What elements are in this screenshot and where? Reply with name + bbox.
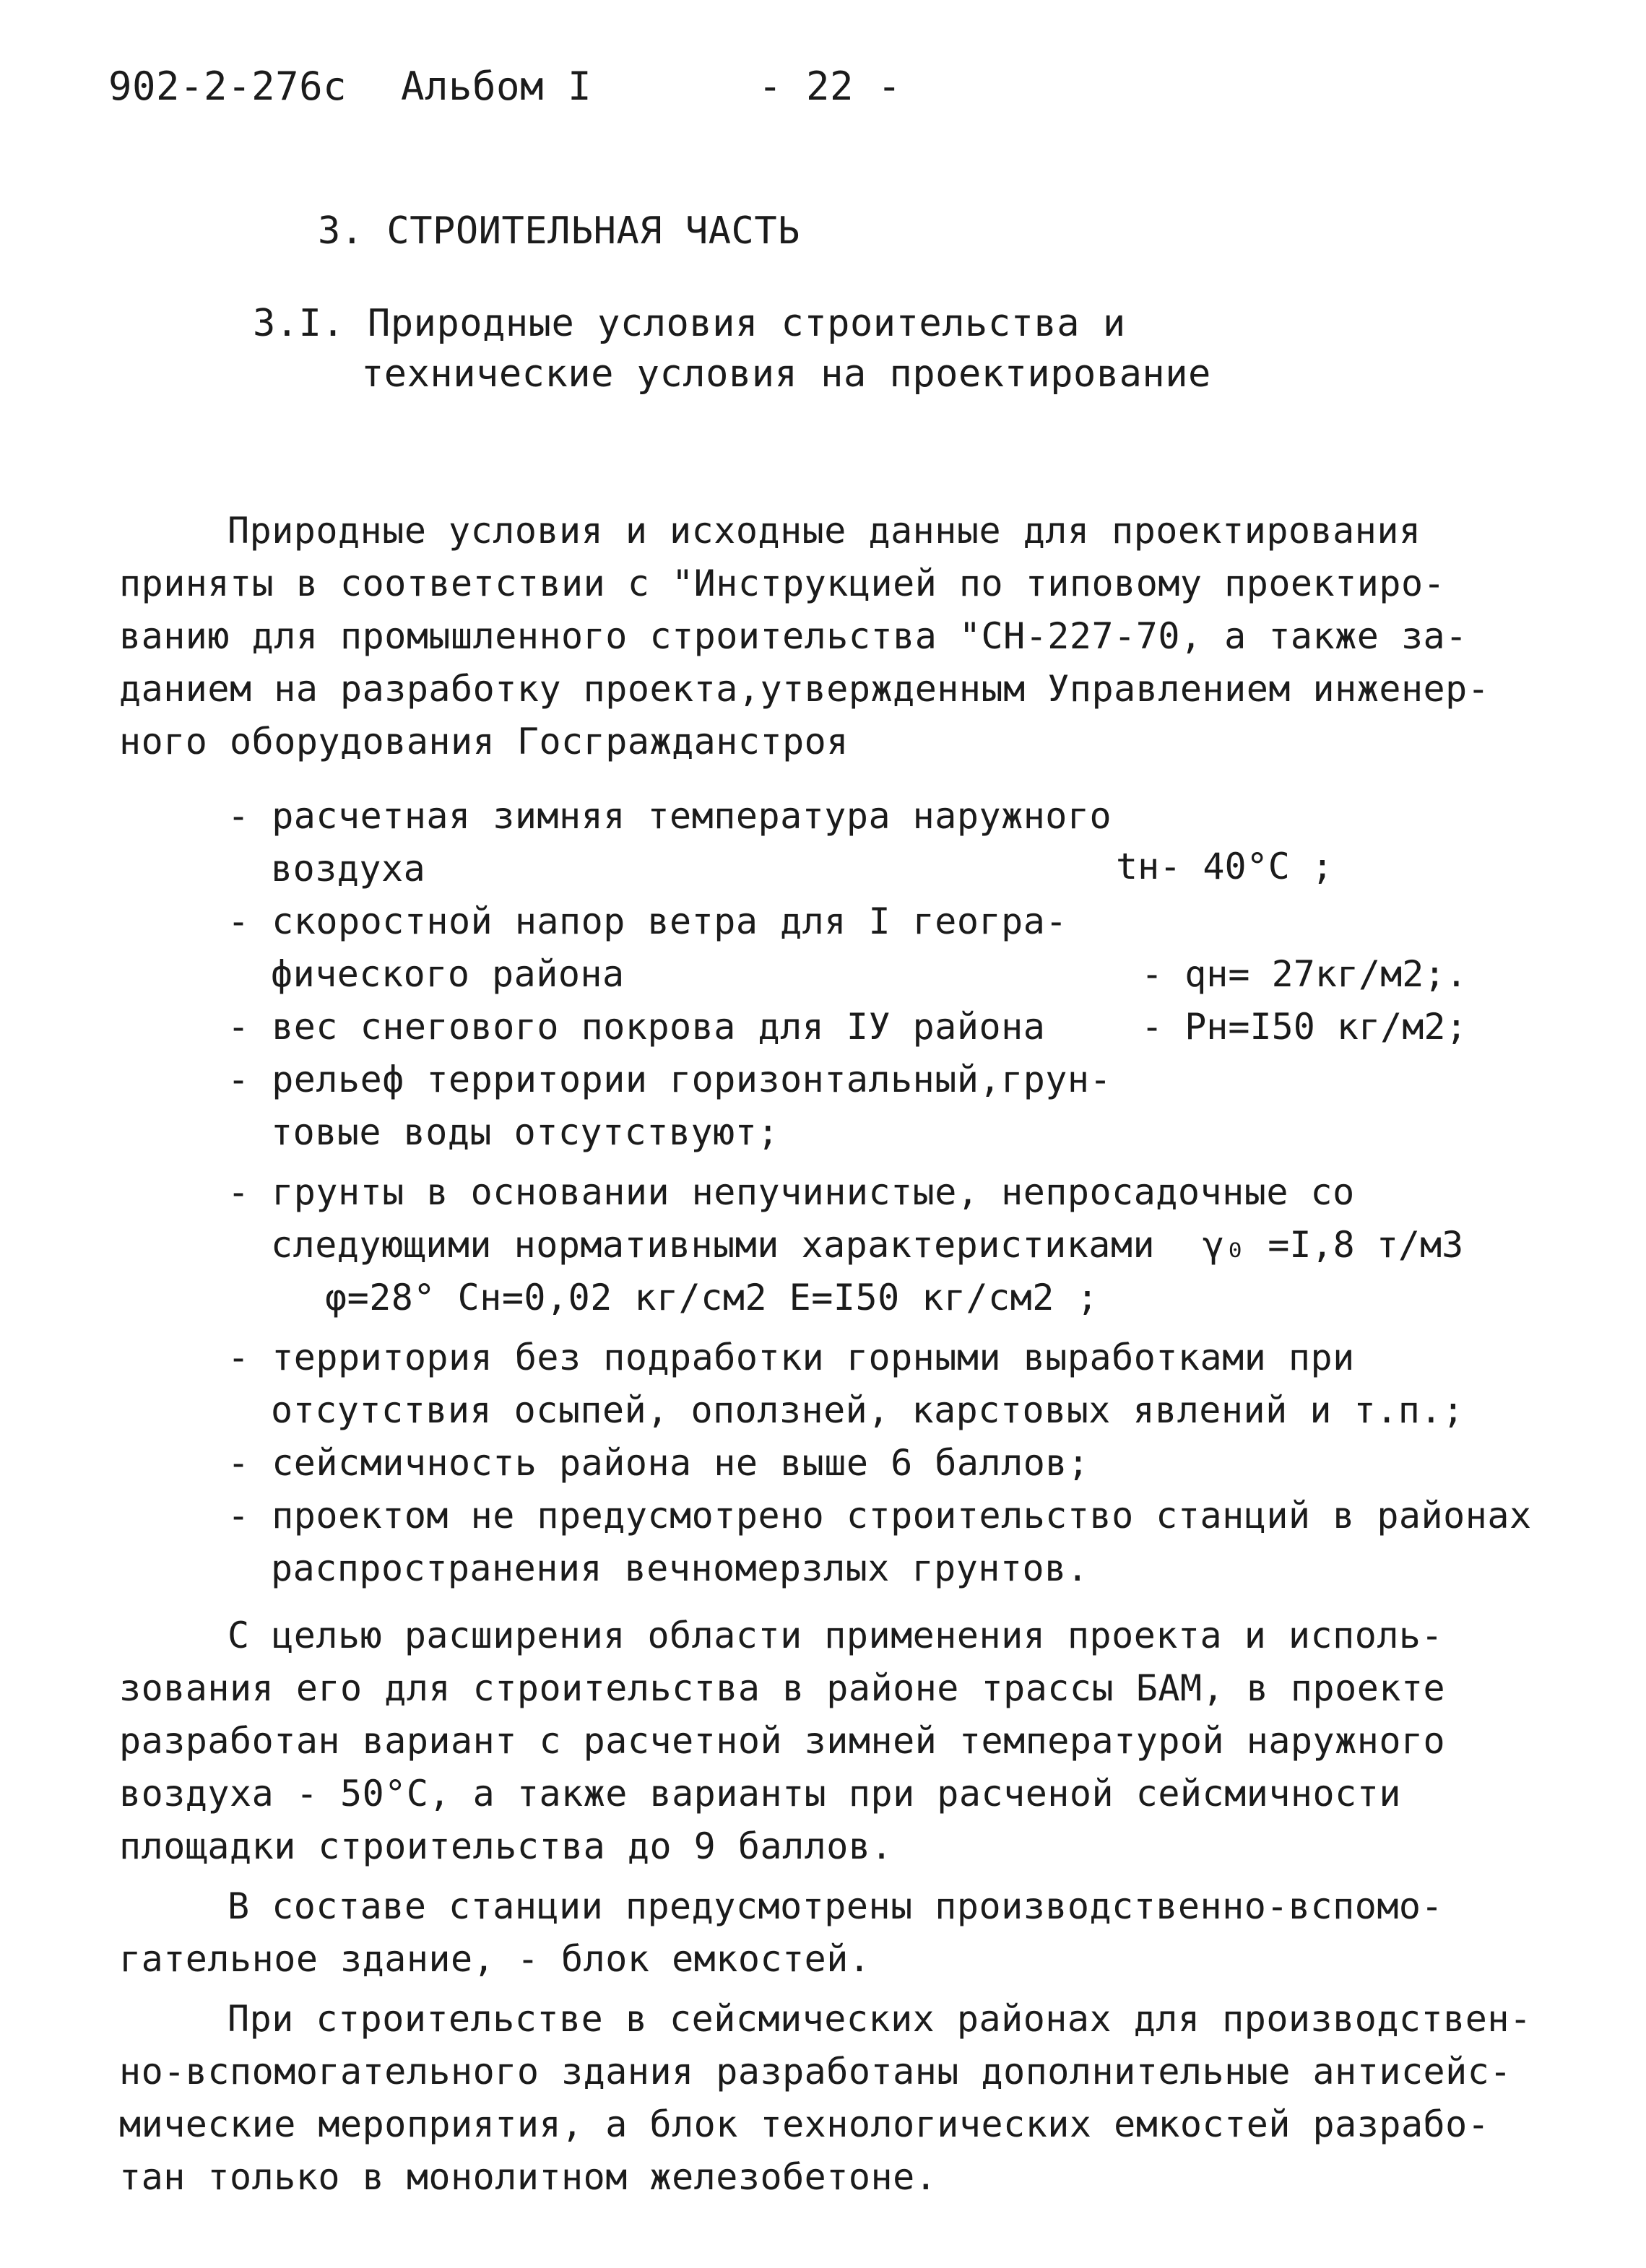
para2-line-1: В составе станции предусмотрены производственно-вспомо- — [228, 1885, 1444, 1927]
condition-soil-line2: следующими нормативными характеристиками — [271, 1224, 1156, 1266]
condition-temperature-line1: - расчетная зимняя температура наружного — [228, 795, 1112, 837]
para2-line-2: гательное здание, - блок емкостей. — [119, 1938, 871, 1980]
condition-soil-density: γ₀ =I,8 т/м3 — [1203, 1224, 1464, 1266]
intro-line-3: ванию для промышленного строительства "СН-227-70, а также за- — [119, 615, 1468, 657]
condition-snow-value: - Pн=I50 кг/м2; — [1141, 1006, 1468, 1048]
intro-line-2: приняты в соответствии с "Инструкцией по типовому проектиро- — [119, 562, 1446, 604]
para1-line-1: С целью расширения области применения проекта и исполь- — [228, 1615, 1444, 1656]
para3-line-2: но-вспомогательного здания разработаны дополнительные антисейс- — [119, 2051, 1512, 2093]
para1-line-3: разработан вариант с расчетной зимней температурой наружного — [119, 1720, 1446, 1762]
condition-soil-line1: - грунты в основании непучинистые, непросадочные со — [228, 1171, 1355, 1213]
para1-line-4: воздуха - 50°С, а также варианты при расченой сейсмичности — [119, 1773, 1401, 1815]
condition-territory-line1: - территория без подработки горными выработками при — [228, 1337, 1355, 1378]
condition-relief-line1: - рельеф территории горизонтальный,грун- — [228, 1059, 1112, 1100]
intro-line-1: Природные условия и исходные данные для проектирования — [228, 510, 1421, 552]
condition-seismic-line1: - сейсмичность района не выше 6 баллов; — [228, 1442, 1090, 1484]
album-label: Альбом I — [401, 64, 592, 109]
condition-temperature-value: tн- 40°С ; — [1116, 846, 1334, 887]
para3-line-1: При строительстве в сейсмических районах для производствен- — [228, 1998, 1532, 2040]
para1-line-2: зования его для строительства в районе трассы БАМ, в проекте — [119, 1667, 1446, 1709]
para1-line-5: площадки строительства до 9 баллов. — [119, 1825, 893, 1867]
condition-wind-line2: фического района — [271, 953, 625, 995]
document-code: 902-2-276с — [108, 64, 347, 109]
section-title: 3. СТРОИТЕЛЬНАЯ ЧАСТЬ — [318, 209, 800, 253]
intro-line-5: ного оборудования Госгражданстроя — [119, 721, 849, 762]
condition-permafrost-line1: - проектом не предусмотрено строительство станций в районах — [228, 1495, 1532, 1537]
condition-temperature-line2: воздуха — [271, 848, 426, 890]
condition-snow-line1: - вес снегового покрова для IУ района — [228, 1006, 1046, 1048]
condition-territory-line2: отсутствия осыпей, оползней, карстовых явлений и т.п.; — [271, 1389, 1465, 1431]
condition-relief-line2: товые воды отсутствуют; — [271, 1111, 779, 1153]
page-number: - 22 - — [758, 64, 902, 109]
condition-permafrost-line2: распространения вечномерзлых грунтов. — [271, 1547, 1089, 1589]
subsection-title-line2: технические условия на проектирование — [361, 352, 1211, 396]
condition-soil-line3: φ=28° Сн=0,02 кг/см2 Е=I50 кг/см2 ; — [325, 1277, 1099, 1318]
para3-line-3: мические мероприятия, а блок технологических емкостей разрабо- — [119, 2103, 1490, 2145]
condition-wind-line1: - скоростной напор ветра для I геогра- — [228, 900, 1067, 942]
subsection-title-line1: 3.I. Природные условия строительства и — [253, 302, 1126, 345]
condition-wind-value: - qн= 27кг/м2;. — [1141, 953, 1468, 995]
intro-line-4: данием на разработку проекта,утвержденным Управлением инженер- — [119, 668, 1490, 710]
para3-line-4: тан только в монолитном железобетоне. — [119, 2156, 937, 2198]
